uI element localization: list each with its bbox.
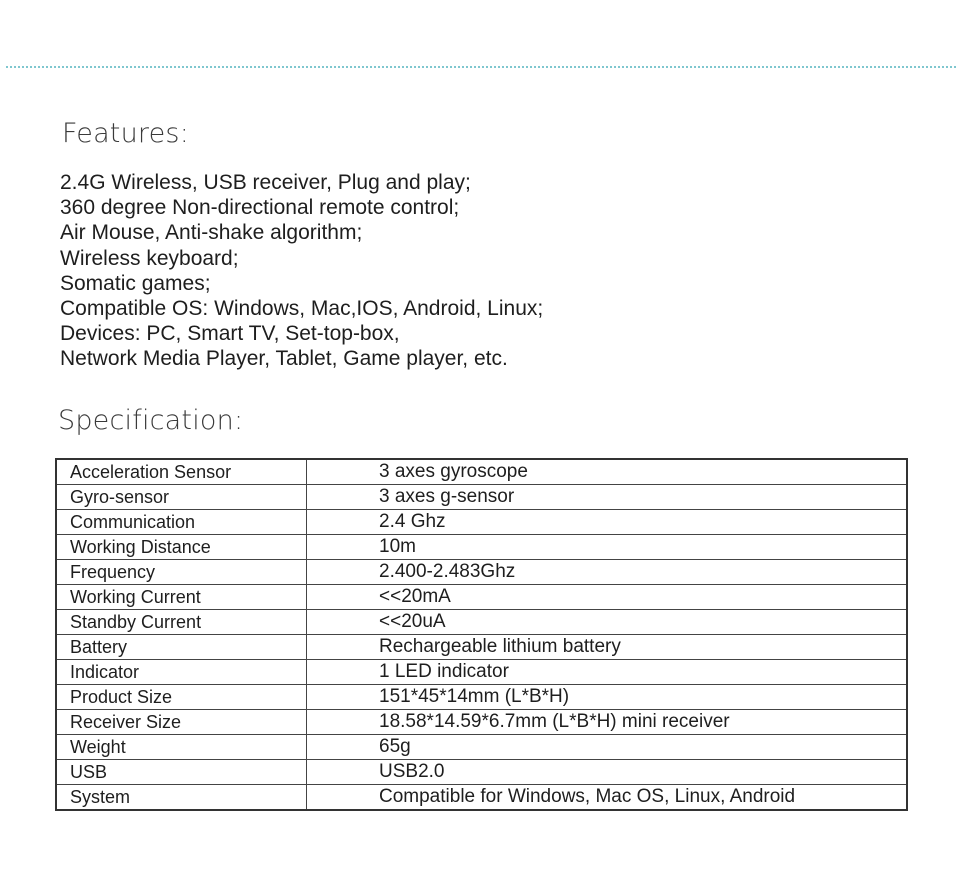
spec-label: Standby Current xyxy=(56,610,307,635)
spec-label: Weight xyxy=(56,735,307,760)
table-row xyxy=(56,660,907,685)
spec-label: Gyro-sensor xyxy=(56,485,307,510)
feature-item: 360 degree Non-directional remote control; xyxy=(60,196,460,220)
spec-label: Indicator xyxy=(56,660,307,685)
dotted-divider xyxy=(6,66,956,68)
spec-value: 2.400-2.483Ghz xyxy=(307,560,908,585)
spec-label: Communication xyxy=(56,510,307,535)
table-row xyxy=(56,735,907,760)
table-row xyxy=(56,510,907,535)
spec-label: Battery xyxy=(56,635,307,660)
table-row xyxy=(56,635,907,660)
spec-label: Acceleration Sensor xyxy=(56,459,307,485)
table-row xyxy=(56,560,907,585)
table-row xyxy=(56,760,907,785)
features-title: Features: xyxy=(62,118,189,149)
table-row xyxy=(56,585,907,610)
spec-label: Product Size xyxy=(56,685,307,710)
spec-value: <<20mA xyxy=(307,585,908,610)
table-row xyxy=(56,710,907,735)
feature-item: Somatic games; xyxy=(60,271,211,295)
spec-value: 18.58*14.59*6.7mm (L*B*H) mini receiver xyxy=(307,710,908,735)
feature-item: Network Media Player, Tablet, Game player, etc. xyxy=(60,347,508,371)
specification-table xyxy=(55,458,908,811)
table-row xyxy=(56,485,907,510)
table-row xyxy=(56,785,907,811)
spec-value: <<20uA xyxy=(307,610,908,635)
spec-value: 3 axes g-sensor xyxy=(307,485,908,510)
feature-item: Air Mouse, Anti-shake algorithm; xyxy=(60,221,363,245)
spec-value: Rechargeable lithium battery xyxy=(307,635,908,660)
specification-title: Specification: xyxy=(58,405,244,436)
spec-label: Working Current xyxy=(56,585,307,610)
spec-value: 65g xyxy=(307,735,908,760)
feature-item: 2.4G Wireless, USB receiver, Plug and play; xyxy=(60,171,471,194)
spec-value: 10m xyxy=(307,535,908,560)
spec-value: 1 LED indicator xyxy=(307,660,908,685)
table-row xyxy=(56,535,907,560)
table-row xyxy=(56,459,907,485)
spec-label: Receiver Size xyxy=(56,710,307,735)
features-list xyxy=(60,170,543,372)
spec-value: USB2.0 xyxy=(307,760,908,785)
spec-label: Frequency xyxy=(56,560,307,585)
feature-item: Compatible OS: Windows, Mac,IOS, Android, Linux; xyxy=(60,297,544,321)
feature-item: Wireless keyboard; xyxy=(60,246,239,270)
spec-value: 2.4 Ghz xyxy=(307,510,908,535)
table-row xyxy=(56,610,907,635)
spec-value: 151*45*14mm (L*B*H) xyxy=(307,685,908,710)
table-row xyxy=(56,685,907,710)
spec-value: Compatible for Windows, Mac OS, Linux, Android xyxy=(307,785,908,811)
spec-label: USB xyxy=(56,760,307,785)
spec-value: 3 axes gyroscope xyxy=(307,459,908,485)
spec-label: System xyxy=(56,785,307,811)
spec-label: Working Distance xyxy=(56,535,307,560)
feature-item: Devices: PC, Smart TV, Set-top-box, xyxy=(60,322,400,346)
